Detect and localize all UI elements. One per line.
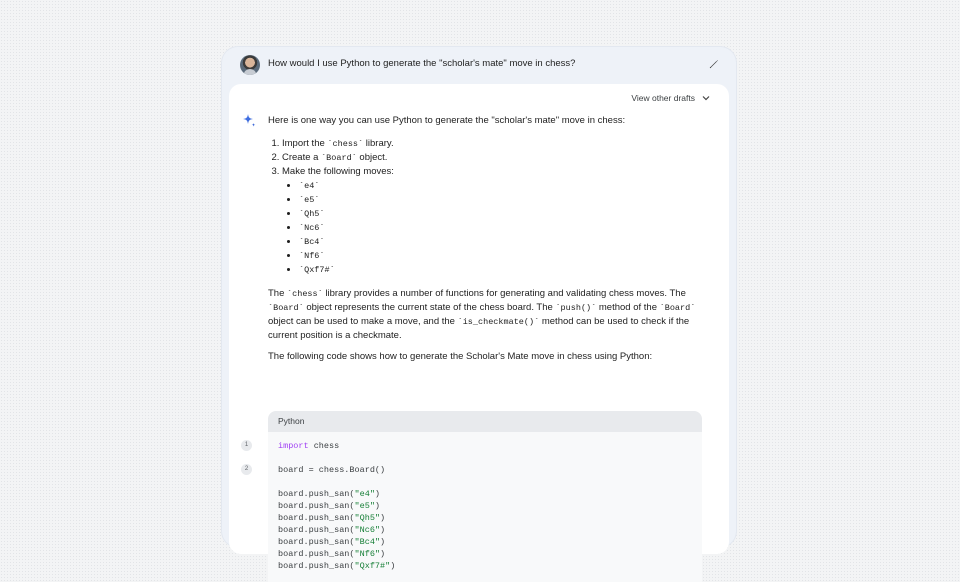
- code-line: board.push_san("Nf6"): [278, 549, 386, 559]
- list-item: 2. Create a `Board` object.: [282, 151, 708, 165]
- view-other-drafts-button[interactable]: [631, 93, 711, 103]
- code-line: board.push_san("e5"): [278, 501, 381, 511]
- code-line: board.push_san("Qxf7#"): [278, 561, 396, 571]
- list-item: • `e5`: [299, 193, 708, 207]
- user-avatar: [240, 55, 260, 75]
- code-line: board = chess.Board(): [278, 465, 386, 475]
- view-other-drafts-label: View other drafts: [631, 93, 695, 103]
- code-line: import chess: [278, 441, 340, 451]
- response-content: [268, 114, 708, 364]
- list-item: • `Qh5`: [299, 207, 708, 221]
- line-number-badge: 1: [241, 440, 252, 451]
- chevron-down-icon: [701, 93, 711, 103]
- code-line: board.push_san("Qh5"): [278, 513, 386, 523]
- steps-list: [268, 137, 708, 277]
- user-prompt-row: [222, 47, 736, 83]
- line-number-badge: 2: [241, 464, 252, 475]
- list-item: 3. Make the following moves: • `e4` • `e5` • `Qh5` • `Nc6` • `Bc4` • `Nf6` • `Qxf7#`: [282, 165, 708, 277]
- list-item: • `Bc4`: [299, 235, 708, 249]
- code-line: board.push_san("e4"): [278, 489, 381, 499]
- code-body[interactable]: [244, 432, 702, 582]
- list-item: • `Qxf7#`: [299, 263, 708, 277]
- conversation-panel: [222, 47, 736, 571]
- code-block: [244, 411, 702, 571]
- code-line: board.push_san("Bc4"): [278, 537, 386, 547]
- list-item: 1. Import the `chess` library.: [282, 137, 708, 151]
- pencil-edit-icon[interactable]: [708, 58, 720, 70]
- code-intro-paragraph: The following code shows how to generate the Scholar's Mate move in chess using Python:: [268, 351, 653, 362]
- list-item: • `Nc6`: [299, 221, 708, 235]
- moves-list: [282, 179, 708, 277]
- code-language-label: Python: [268, 411, 702, 432]
- list-item: • `e4`: [299, 179, 708, 193]
- bard-sparkle-icon: [241, 113, 257, 129]
- user-prompt-text: How would I use Python to generate the "scholar's mate" move in chess?: [268, 58, 576, 69]
- response-intro: Here is one way you can use Python to generate the "scholar's mate" move in chess:: [268, 115, 626, 126]
- explanation-paragraph: The `chess` library provides a number of functions for generating and validating chess moves. The `Board` object represents the current state of the chess board. The `push()` method of the `Board` object can be used to make a move, and the `is_checkmate()` method can be used to check if the current position is a checkmate.: [268, 288, 696, 341]
- list-item: • `Nf6`: [299, 249, 708, 263]
- response-card: [229, 84, 729, 571]
- code-line: board.push_san("Nc6"): [278, 525, 386, 535]
